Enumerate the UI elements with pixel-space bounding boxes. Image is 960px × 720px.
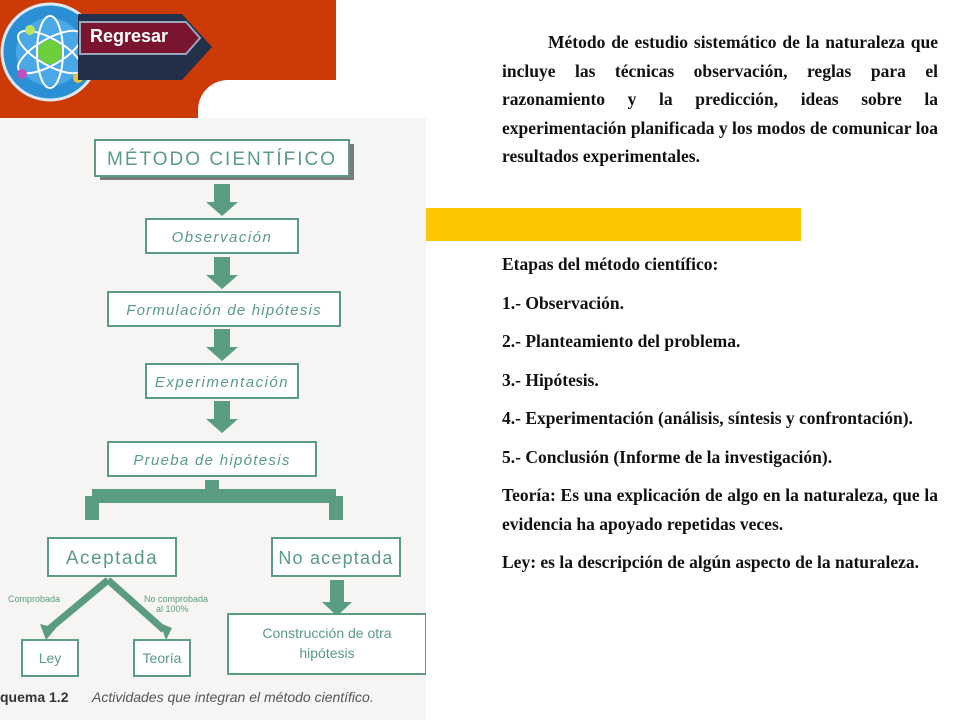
stages-section bbox=[502, 250, 938, 587]
definition-paragraph: Método de estudio sistemático de la naturaleza que incluye las técnicas observación, reglas para el razonamiento y la predicción, ideas sobre la experimentación planificada y los modos de comunicar loa resultados experimentales. bbox=[502, 32, 938, 166]
stage-item: 5.- Conclusión (Informe de la investigación). bbox=[502, 446, 833, 467]
stages-heading: Etapas del método científico: bbox=[502, 254, 719, 274]
accepted-label: Aceptada bbox=[65, 548, 159, 569]
stage-item: 4.- Experimentación (análisis, síntesis y confrontación). bbox=[502, 408, 913, 428]
accepted-split bbox=[48, 580, 164, 630]
new-hypothesis-line2: hipótesis bbox=[299, 645, 355, 661]
stage-item: 2.- Planteamiento del problema. bbox=[502, 331, 741, 351]
caption-prefix: quema 1.2 bbox=[0, 689, 69, 705]
proven-label: Comprobada bbox=[8, 594, 61, 604]
theory-definition: Teoría: Es una explicación de algo en la naturaleza, que la evidencia ha apoyado repetidas veces. bbox=[502, 485, 938, 534]
diagram-title: MÉTODO CIENTÍFICO bbox=[107, 149, 337, 170]
new-hypothesis-box bbox=[228, 614, 426, 674]
not-proven-label: No comprobada al 100% bbox=[144, 594, 209, 614]
law-label: Ley bbox=[38, 650, 62, 666]
caption-text: Actividades que integran el método científico. bbox=[92, 689, 374, 705]
highlight-bar bbox=[426, 208, 801, 241]
branch-connector bbox=[92, 480, 336, 520]
law-definition: Ley: es la descripción de algún aspecto de la naturaleza. bbox=[502, 552, 920, 572]
not-accepted-label: No aceptada bbox=[278, 548, 394, 568]
step-formulacion: Formulación de hipótesis bbox=[126, 302, 322, 319]
stage-item: 1.- Observación. bbox=[502, 292, 625, 313]
theory-label: Teoría bbox=[142, 650, 182, 666]
scientific-method-diagram bbox=[0, 118, 426, 720]
back-button[interactable] bbox=[78, 14, 212, 80]
step-experimentacion: Experimentación bbox=[154, 374, 290, 391]
back-button-label: Regresar bbox=[90, 26, 169, 46]
step-prueba: Prueba de hipótesis bbox=[133, 452, 291, 469]
stage-item: 3.- Hipótesis. bbox=[502, 369, 599, 390]
new-hypothesis-line1: Construcción de otra bbox=[262, 625, 392, 641]
header-notch bbox=[198, 80, 336, 118]
step-observacion: Observación bbox=[171, 229, 273, 246]
